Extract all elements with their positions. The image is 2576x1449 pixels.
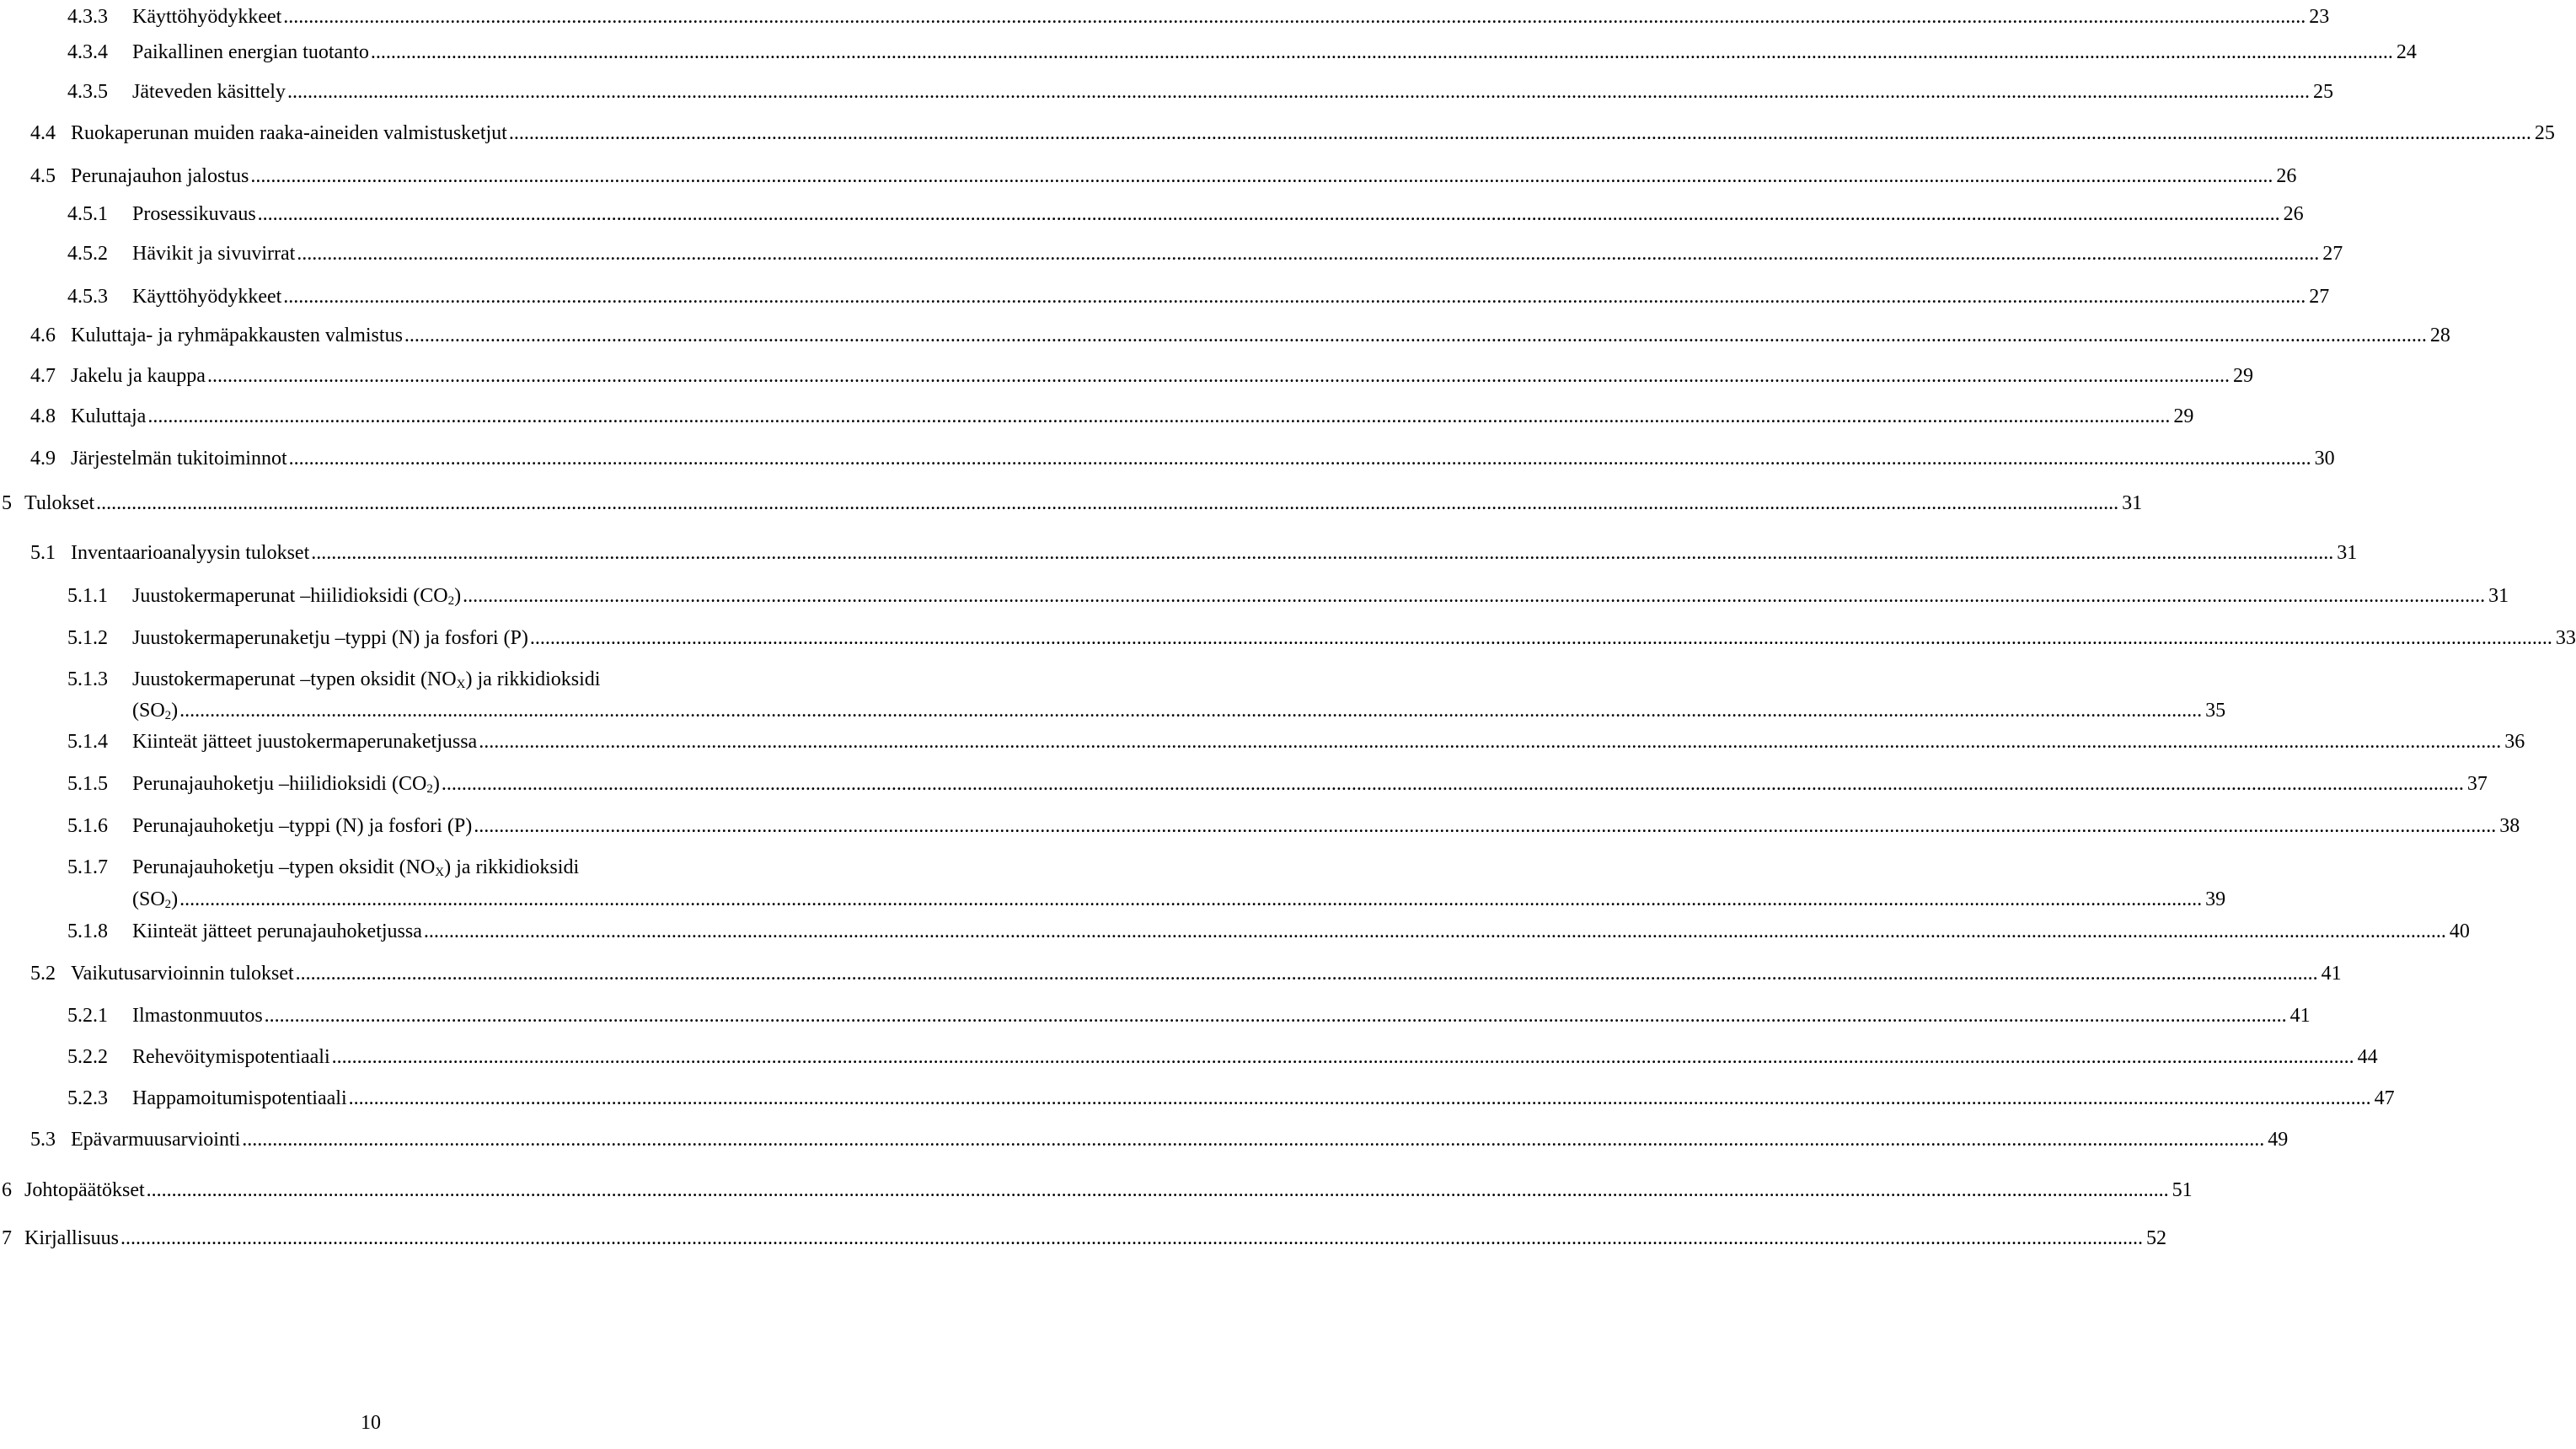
dot-leader: ................................................................................................................................................................................................................................................................................................................................................................................................................ [206, 365, 2230, 387]
toc-entry-page: 33 [2555, 627, 2576, 649]
toc-entry-number: 4.6 [30, 325, 56, 346]
dot-leader: ................................................................................................................................................................................................................................................................................................................................................................................................................ [311, 542, 2334, 564]
toc-entry-title: Prosessikuvaus [132, 203, 256, 225]
toc-entry-continuation[interactable] [132, 695, 2226, 726]
dot-leader: ................................................................................................................................................................................................................................................................................................................................................................................................................ [179, 700, 2203, 722]
toc-entry-title: Tulokset [24, 492, 95, 514]
toc-entry-title-text: (SO [132, 888, 165, 910]
toc-entry-title: Järjestelmän tukitoiminnot [71, 448, 287, 470]
dot-leader: ................................................................................................................................................................................................................................................................................................................................................................................................................ [348, 1087, 2371, 1109]
toc-entry-page: 24 [2396, 41, 2417, 63]
toc-entry-number: 5.2.1 [67, 1005, 108, 1027]
dot-leader: ................................................................................................................................................................................................................................................................................................................................................................................................................ [474, 815, 2497, 837]
toc-entry-title-text: ) ja rikkidioksidi [444, 856, 580, 878]
toc-entry-title-continued [132, 695, 178, 726]
toc-entry-title: Juustokermaperunaketju –typpi (N) ja fosfori (P) [132, 627, 528, 649]
toc-entry[interactable] [132, 77, 2333, 107]
toc-entry[interactable] [71, 443, 2335, 474]
toc-entry-number: 4.5 [30, 165, 56, 187]
toc-entry-page: 27 [2309, 286, 2330, 308]
toc-entry-subscript: 2 [426, 782, 433, 796]
toc-entry-number: 5.1.5 [67, 773, 108, 795]
dot-leader: ................................................................................................................................................................................................................................................................................................................................................................................................................ [479, 731, 2502, 753]
toc-entry-title [132, 852, 579, 883]
dot-leader: ................................................................................................................................................................................................................................................................................................................................................................................................................ [283, 6, 2306, 28]
toc-entry-title [132, 581, 461, 611]
dot-leader: ................................................................................................................................................................................................................................................................................................................................................................................................................ [297, 243, 2320, 265]
toc-entry-page: 36 [2504, 731, 2525, 753]
toc-entry-title-text: ) [171, 888, 179, 910]
toc-entry-page: 23 [2309, 6, 2330, 28]
toc-entry-page: 40 [2449, 920, 2470, 942]
toc-entry-number: 5.1.7 [67, 856, 108, 878]
toc-entry[interactable] [132, 664, 742, 695]
toc-entry-number: 4.5.3 [67, 286, 108, 308]
toc-entry-title-text: Perunajauhoketju –typen oksidit (NO [132, 856, 436, 878]
dot-leader: ................................................................................................................................................................................................................................................................................................................................................................................................................ [120, 1227, 2143, 1249]
toc-entry-number: 5.1.3 [67, 668, 108, 690]
toc-entry-title-text: Perunajauhoketju –hiilidioksidi (CO [132, 773, 427, 795]
toc-entry-title-text: (SO [132, 700, 165, 722]
toc-entry-page: 29 [2173, 405, 2194, 427]
dot-leader: ................................................................................................................................................................................................................................................................................................................................................................................................................ [370, 41, 2393, 63]
toc-entry-page: 28 [2429, 325, 2450, 346]
toc-entry-page: 51 [2172, 1179, 2193, 1201]
dot-leader: ................................................................................................................................................................................................................................................................................................................................................................................................................ [287, 81, 2310, 103]
page-number: 10 [361, 1412, 381, 1434]
toc-entry[interactable] [132, 199, 2304, 229]
toc-entry-title: Käyttöhyödykkeet [132, 286, 282, 308]
toc-entry-number: 6 [2, 1179, 12, 1201]
toc-entry-number: 5.2.2 [67, 1046, 108, 1068]
toc-entry-number: 5 [2, 492, 12, 514]
toc-entry-page: 41 [2321, 963, 2342, 985]
toc-entry-page: 47 [2374, 1087, 2395, 1109]
toc-entry-page: 41 [2289, 1005, 2311, 1027]
toc-entry-number: 4.8 [30, 405, 56, 427]
toc-entry-page: 27 [2322, 243, 2343, 265]
toc-entry[interactable] [71, 161, 2297, 191]
toc-entry[interactable] [71, 538, 2358, 568]
toc-entry-subscript: X [435, 866, 445, 879]
toc-entry[interactable] [132, 1083, 2395, 1114]
dot-leader: ................................................................................................................................................................................................................................................................................................................................................................................................................ [257, 203, 2280, 225]
toc-entry-title-continued [132, 884, 178, 915]
toc-entry[interactable] [132, 1001, 2311, 1031]
toc-entry[interactable] [71, 401, 2194, 432]
toc-entry-page: 39 [2205, 888, 2226, 910]
dot-leader: ................................................................................................................................................................................................................................................................................................................................................................................................................ [288, 448, 2311, 470]
toc-entry[interactable] [132, 282, 2330, 312]
toc-entry-page: 52 [2146, 1227, 2166, 1249]
toc-entry-title-text: Juustokermaperunat –typen oksidit (NO [132, 668, 457, 690]
dot-leader: ................................................................................................................................................................................................................................................................................................................................................................................................................ [250, 165, 2273, 187]
toc-entry[interactable] [132, 239, 2343, 269]
toc-entry-title [132, 664, 600, 695]
toc-entry-title-text: ) [454, 585, 462, 607]
toc-entry-title: Ilmastonmuutos [132, 1005, 263, 1027]
dot-leader: ................................................................................................................................................................................................................................................................................................................................................................................................................ [96, 492, 2119, 514]
toc-entry-number: 4.9 [30, 448, 56, 470]
toc-entry[interactable] [132, 581, 2509, 611]
toc-entry[interactable] [132, 623, 2576, 653]
toc-entry-number: 5.2 [30, 963, 56, 985]
toc-entry-title-text: ) ja rikkidioksidi [465, 668, 601, 690]
dot-leader: ................................................................................................................................................................................................................................................................................................................................................................................................................ [147, 405, 2171, 427]
toc-entry-page: 31 [2488, 585, 2509, 607]
toc-entry-title: Jakelu ja kauppa [71, 365, 206, 387]
toc-entry-page: 29 [2232, 365, 2253, 387]
toc-entry-subscript: X [456, 678, 466, 691]
toc-entry-page: 31 [2337, 542, 2358, 564]
toc-entry-number: 5.1.1 [67, 585, 108, 607]
toc-entry-title: Inventaarioanalyysin tulokset [71, 542, 310, 564]
dot-leader: ................................................................................................................................................................................................................................................................................................................................................................................................................ [423, 920, 2446, 942]
dot-leader: ................................................................................................................................................................................................................................................................................................................................................................................................................ [146, 1179, 2169, 1201]
toc-entry-title: Käyttöhyödykkeet [132, 6, 282, 28]
toc-entry-title: Kiinteät jätteet juustokermaperunaketjussa [132, 731, 478, 753]
dot-leader: ................................................................................................................................................................................................................................................................................................................................................................................................................ [463, 585, 2486, 607]
toc-entry-title: Perunajauhoketju –typpi (N) ja fosfori (P) [132, 815, 473, 837]
toc-entry-page: 25 [2534, 122, 2555, 144]
toc-entry-number: 4.5.1 [67, 203, 108, 225]
toc-entry-number: 4.4 [30, 122, 56, 144]
toc-entry-title: Ruokaperunan muiden raaka-aineiden valmistusketjut [71, 122, 507, 144]
toc-entry-page: 25 [2312, 81, 2333, 103]
toc-entry[interactable] [71, 320, 2450, 351]
toc-entry-number: 4.3.4 [67, 41, 108, 63]
toc-entry[interactable] [132, 37, 2417, 67]
dot-leader: ................................................................................................................................................................................................................................................................................................................................................................................................................ [242, 1129, 2265, 1151]
toc-entry[interactable] [24, 488, 2143, 518]
toc-entry[interactable] [71, 361, 2253, 391]
toc-entry-title: Rehevöitymispotentiaali [132, 1046, 330, 1068]
toc-entry-title: Kiinteät jätteet perunajauhoketjussa [132, 920, 422, 942]
toc-entry[interactable] [24, 1223, 2166, 1253]
toc-entry-title-text: ) [171, 700, 179, 722]
toc-entry-page: 44 [2357, 1046, 2378, 1068]
toc-entry[interactable] [71, 1124, 2289, 1155]
dot-leader: ................................................................................................................................................................................................................................................................................................................................................................................................................ [179, 888, 2203, 910]
toc-entry-number: 4.3.3 [67, 6, 108, 28]
toc-entry[interactable] [132, 727, 2525, 757]
dot-leader: ................................................................................................................................................................................................................................................................................................................................................................................................................ [331, 1046, 2354, 1068]
toc-entry-page: 26 [2283, 203, 2304, 225]
toc-entry-continuation[interactable] [132, 884, 2226, 915]
toc-entry-number: 5.1.2 [67, 627, 108, 649]
toc-entry-page: 31 [2122, 492, 2143, 514]
toc-entry-page: 35 [2205, 700, 2226, 722]
toc-entry-title: Perunajauhon jalostus [71, 165, 249, 187]
toc-entry-page: 37 [2466, 773, 2488, 795]
toc-entry[interactable] [24, 1175, 2193, 1205]
toc-entry-title [132, 769, 440, 799]
dot-leader: ................................................................................................................................................................................................................................................................................................................................................................................................................ [508, 122, 2531, 144]
toc-entry-subscript: 2 [164, 709, 172, 722]
dot-leader: ................................................................................................................................................................................................................................................................................................................................................................................................................ [283, 286, 2306, 308]
toc-entry-title-text: Juustokermaperunat –hiilidioksidi (CO [132, 585, 448, 607]
toc-entry-page: 38 [2499, 815, 2520, 837]
toc-entry[interactable] [132, 2, 2330, 32]
dot-leader: ................................................................................................................................................................................................................................................................................................................................................................................................................ [295, 963, 2318, 985]
toc-entry-subscript: 2 [164, 898, 172, 911]
toc-entry-number: 5.1.4 [67, 731, 108, 753]
toc-entry[interactable] [132, 1042, 2378, 1072]
toc-entry-number: 5.2.3 [67, 1087, 108, 1109]
dot-leader: ................................................................................................................................................................................................................................................................................................................................................................................................................ [264, 1005, 2287, 1027]
toc-entry-subscript: 2 [447, 594, 455, 608]
toc-entry-number: 5.3 [30, 1129, 56, 1151]
toc-entry-page: 30 [2314, 448, 2335, 470]
toc-entry-title: Happamoitumispotentiaali [132, 1087, 347, 1109]
toc-entry-title-text: ) [432, 773, 440, 795]
toc-entry-title: Hävikit ja sivuvirrat [132, 243, 296, 265]
toc-entry-title: Kuluttaja [71, 405, 147, 427]
toc-entry[interactable] [132, 811, 2520, 841]
toc-entry-title: Jäteveden käsittely [132, 81, 286, 103]
toc-entry[interactable] [132, 916, 2470, 947]
toc-entry-page: 26 [2276, 165, 2297, 187]
toc-entry-number: 4.7 [30, 365, 56, 387]
toc-entry-number: 4.5.2 [67, 243, 108, 265]
toc-entry-number: 5.1.8 [67, 920, 108, 942]
toc-entry-title: Kuluttaja- ja ryhmäpakkausten valmistus [71, 325, 403, 346]
toc-entry-number: 4.3.5 [67, 81, 108, 103]
toc-entry-title: Epävarmuusarviointi [71, 1129, 241, 1151]
toc-entry-number: 7 [2, 1227, 12, 1249]
toc-entry-title: Johtopäätökset [24, 1179, 145, 1201]
toc-entry-number: 5.1.6 [67, 815, 108, 837]
dot-leader: ................................................................................................................................................................................................................................................................................................................................................................................................................ [404, 325, 2427, 346]
toc-entry-page: 49 [2268, 1129, 2289, 1151]
dot-leader: ................................................................................................................................................................................................................................................................................................................................................................................................................ [529, 627, 2552, 649]
toc-entry[interactable] [71, 958, 2342, 989]
toc-entry[interactable] [132, 769, 2488, 799]
toc-entry-title: Kirjallisuus [24, 1227, 119, 1249]
toc-entry-title: Paikallinen energian tuotanto [132, 41, 369, 63]
dot-leader: ................................................................................................................................................................................................................................................................................................................................................................................................................ [441, 773, 2464, 795]
toc-entry[interactable] [71, 118, 2555, 148]
toc-entry-title: Vaikutusarvioinnin tulokset [71, 963, 294, 985]
toc-entry-number: 5.1 [30, 542, 56, 564]
toc-entry[interactable] [132, 852, 742, 883]
